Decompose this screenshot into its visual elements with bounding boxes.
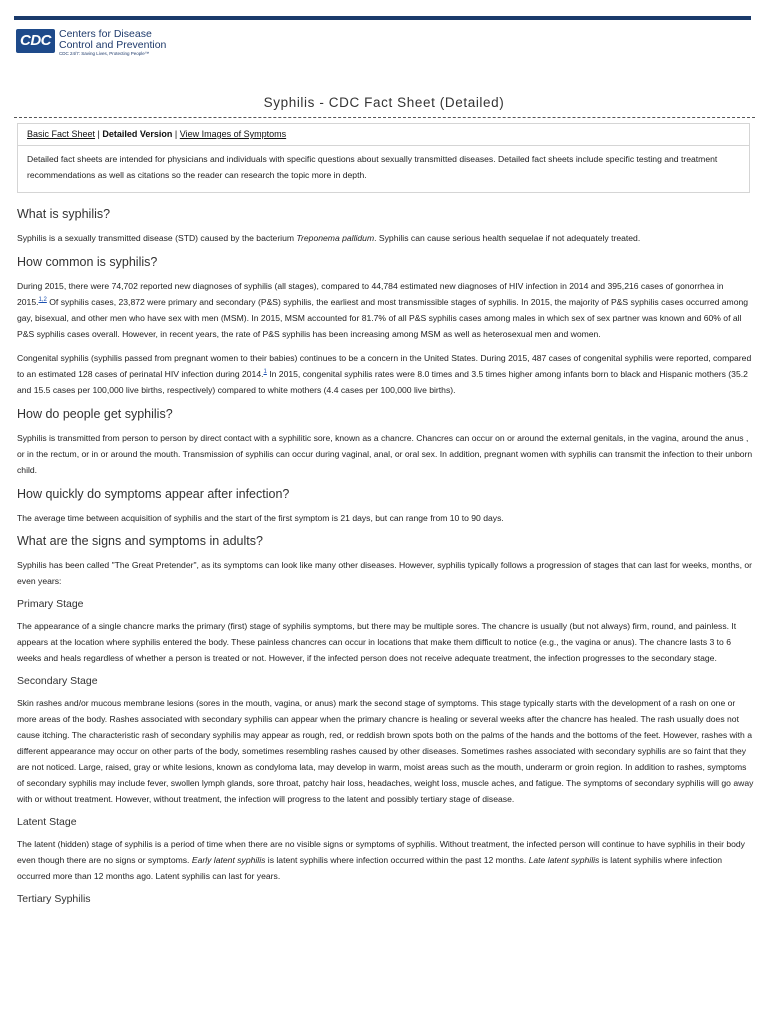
main-content	[17, 206, 754, 913]
paragraph	[17, 278, 754, 342]
cdc-logo-mark: CDC	[16, 29, 55, 53]
text: The latent (hidden) stage of syphilis is a period of time when there are no visible signs or symptoms of syphilis. Without treatment, the infected person will continue to have syphilis in their body even though there are no signs or symptoms.	[17, 839, 745, 865]
title-divider	[14, 117, 755, 118]
nav-separator: |	[95, 129, 103, 139]
logo-tagline: CDC 24/7: Saving Lives, Protecting People™	[59, 51, 150, 56]
detailed-version-current: Detailed Version	[102, 129, 173, 139]
text: In 2015, congenital syphilis rates were 8.0 times and 3.5 times higher among infants born to black and Hispanic mothers (35.2 and 15.5 cases per 100,000 live births, respectively) compared to white mothers (4.4 cases per 100,000 live births).	[17, 369, 748, 395]
subheading-secondary-stage: Secondary Stage	[17, 675, 98, 687]
text: Syphilis is a sexually transmitted disease (STD) caused by the bacterium	[17, 233, 297, 243]
logo-line-1: Centers for Disease	[59, 28, 152, 40]
text: Of syphilis cases, 23,872 were primary and secondary (P&S) syphilis, the earliest and most transmissible stages of syphilis. In 2015, the majority of P&S syphilis cases occurred among gay, bisexual, and other men who have sex with men (MSM). In 2015, MSM accounted for 81.7% of all P&S syphilis cases among males in which sex of sex partner was known and 60% of all P&S syphilis cases overall. However, in recent years, the rate of P&S syphilis has been increasing among MSM as well as heterosexual men and women.	[17, 297, 749, 339]
section-heading-transmission: How do people get syphilis?	[17, 407, 173, 421]
cdc-logo[interactable]	[16, 29, 166, 57]
subheading-tertiary-stage: Tertiary Syphilis	[17, 893, 91, 905]
paragraph	[17, 230, 754, 246]
nav-separator: |	[172, 129, 180, 139]
text: is latent syphilis where infection occurred within the past 12 months.	[265, 855, 529, 865]
view-images-link[interactable]: View Images of Symptoms	[179, 129, 287, 139]
term-late-latent: Late latent syphilis	[528, 855, 600, 865]
section-heading-common: How common is syphilis?	[17, 255, 158, 269]
page-title: Syphilis - CDC Fact Sheet (Detailed)	[263, 95, 505, 110]
header-top-bar	[14, 16, 751, 20]
bacterium-name: Treponema pallidum	[296, 233, 375, 243]
basic-fact-sheet-link[interactable]: Basic Fact Sheet	[27, 129, 96, 139]
fact-sheet-info-box	[17, 123, 750, 193]
text: . Syphilis can cause serious health sequelae if not adequately treated.	[374, 233, 641, 243]
section-heading-symptoms: What are the signs and symptoms in adults?	[17, 534, 263, 548]
reference-link[interactable]: 1,2	[38, 297, 47, 304]
section-heading-onset: How quickly do symptoms appear after infection?	[17, 487, 290, 501]
fact-sheet-nav	[27, 129, 286, 139]
intro-text: Detailed fact sheets are intended for physicians and individuals with specific questions about sexually transmitted diseases. Detailed fact sheets include specific testing and treatment recommendations as well as citations so the reader can research the topic more in depth.	[27, 154, 718, 180]
reference-link[interactable]: 1	[263, 369, 267, 376]
subheading-latent-stage: Latent Stage	[17, 816, 77, 828]
text: During 2015, there were 74,702 reported new diagnoses of syphilis (all stages), compared to 44,784 estimated new diagnoses of HIV infection in 2014 and 395,216 cases of gonorrhea in 2015.	[17, 281, 724, 307]
cdc-logo-text	[59, 29, 166, 57]
paragraph	[17, 350, 754, 398]
text: is latent syphilis where infection occurred more than 12 months ago. Latent syphilis can last for years.	[17, 855, 723, 881]
paragraph: Skin rashes and/or mucous membrane lesions (sores in the mouth, vagina, or anus) mark the second stage of symptoms. This stage typically starts with the development of a rash on one or more areas of the body. Rashes associated with secondary syphilis can appear when the primary chancre is healing or several weeks after the chancre has healed. The rash usually does not cause itching. The characteristic rash of secondary syphilis may appear as rough, red, or reddish brown spots both on the palms of the hands and the bottoms of the feet. However, rashes with a different appearance may occur on other parts of the body, sometimes resembling rashes caused by other diseases. Sometimes rashes associated with secondary syphilis are so faint that they are not noticed. Large, raised, gray or white lesions, known as condyloma lata, may develop in warm, moist areas such as the mouth, underarm or groin region. In addition to rashes, symptoms of secondary syphilis may include fever, swollen lymph glands, sore throat, patchy hair loss, headaches, weight loss, muscle aches, and fatigue. The symptoms of secondary syphilis will go away with or without treatment. However, without treatment, the infection will progress to the latent and possibly tertiary stage of disease.	[17, 698, 754, 804]
paragraph	[17, 836, 754, 884]
text: Congenital syphilis (syphilis passed from pregnant women to their babies) continues to be a concern in the United States. During 2015, 487 cases of congenital syphilis were reported, compared to an estimated 128 cases of perinatal HIV infection during 2014.	[17, 353, 752, 379]
subheading-primary-stage: Primary Stage	[17, 598, 84, 610]
paragraph: Syphilis has been called "The Great Pretender", as its symptoms can look like many other diseases. However, syphilis typically follows a progression of stages that can last for weeks, months, or even years:	[17, 560, 752, 586]
paragraph: The average time between acquisition of syphilis and the start of the first symptom is 21 days, but can range from 10 to 90 days.	[17, 513, 504, 523]
info-box-divider	[18, 145, 749, 146]
paragraph: Syphilis is transmitted from person to person by direct contact with a syphilitic sore, known as a chancre. Chancres can occur on or around the external genitals, in the vagina, around the anus , or in the rectum, or in or around the mouth. Transmission of syphilis can occur during vaginal, anal, or oral sex. In addition, pregnant women with syphilis can transmit the infection to their unborn child.	[17, 433, 753, 475]
logo-line-2: Control and Prevention	[59, 38, 167, 51]
paragraph: The appearance of a single chancre marks the primary (first) stage of syphilis symptoms, but there may be multiple sores. The chancre is usually (but not always) firm, round, and painless. It appears at the location where syphilis entered the body. These painless chancres can occur in locations that make them difficult to notice (e.g., the vagina or anus). The chancre lasts 3 to 6 weeks and heals regardless of whether a person is treated or not. However, if the infected person does not receive adequate treatment, the infection progresses to the secondary stage.	[17, 621, 737, 663]
section-heading-what: What is syphilis?	[17, 207, 111, 221]
term-early-latent: Early latent syphilis	[191, 855, 266, 865]
